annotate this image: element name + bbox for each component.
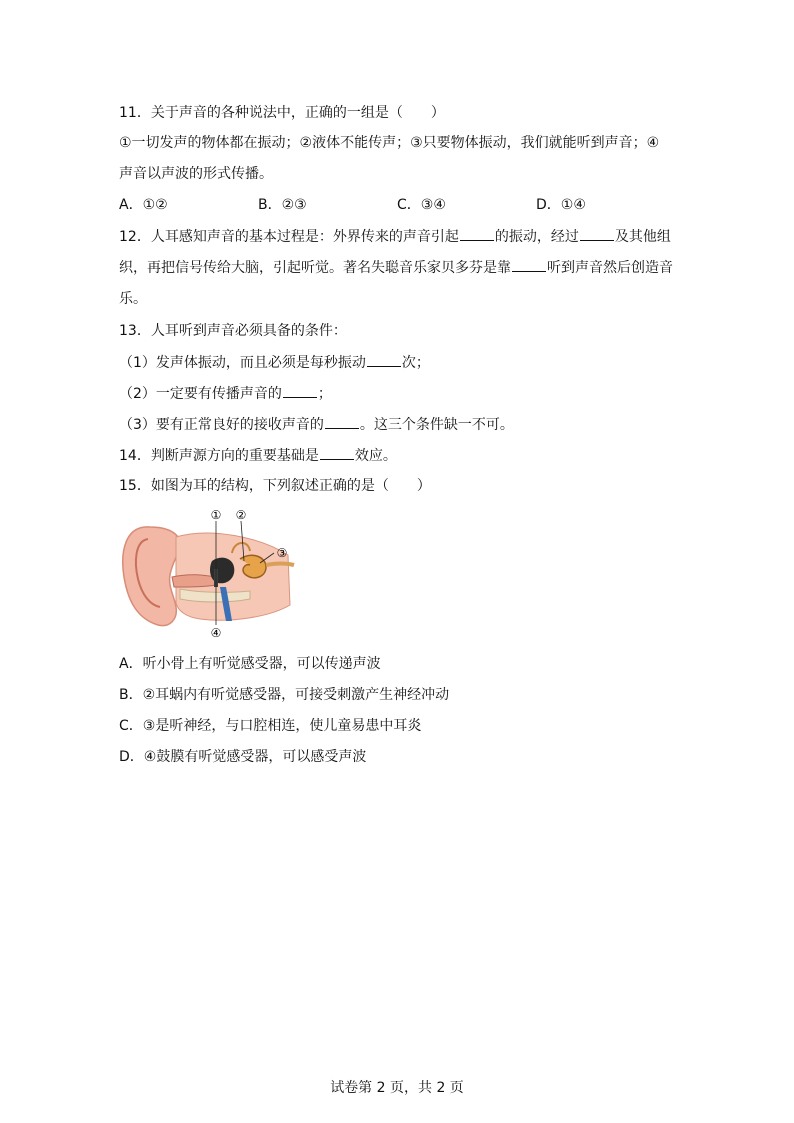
q14-text: 14．判断声源方向的重要基础是	[119, 448, 319, 464]
q11-statements-line1: ①一切发声的物体都在振动；②液体不能传声；③只要物体振动，我们就能听到声音；④	[119, 135, 660, 151]
q11-option-b[interactable]: B．②③	[258, 197, 307, 213]
q12-text: 织，再把信号传给大脑，引起听觉。著名失聪音乐家贝多芬是靠	[119, 260, 511, 276]
q13-text: （1）发声体振动，而且必须是每秒振动	[119, 355, 366, 371]
q11-statements-line2: 声音以声波的形式传播。	[119, 166, 273, 182]
q13-condition-1	[119, 352, 430, 373]
q14-text: 效应。	[354, 448, 397, 464]
answer-blank[interactable]	[283, 383, 317, 398]
q13-text: （3）要有正常良好的接收声音的	[119, 417, 324, 433]
q15-option-c[interactable]: C．③是听神经，与口腔相连，使儿童易患中耳炎	[119, 718, 422, 734]
answer-blank[interactable]	[580, 226, 614, 241]
label-2: ②	[235, 508, 247, 522]
q14-line	[119, 445, 397, 466]
label-1: ①	[210, 508, 222, 522]
q12-text: 的振动，经过	[494, 229, 579, 245]
answer-blank[interactable]	[460, 226, 494, 241]
answer-blank[interactable]	[512, 257, 546, 272]
q11-options	[119, 195, 679, 215]
q12-line1	[119, 226, 671, 247]
q11-stem: 11．关于声音的各种说法中，正确的一组是（ ）	[119, 105, 445, 121]
ear-diagram	[120, 507, 300, 642]
q12-text: 听到声音然后创造音	[547, 260, 673, 276]
q13-text: 次；	[401, 355, 430, 371]
q13-text: 。这三个条件缺一不可。	[359, 417, 514, 433]
q13-text: ；	[317, 386, 332, 402]
q13-stem: 13．人耳听到声音必须具备的条件：	[119, 323, 347, 339]
answer-blank[interactable]	[325, 414, 359, 429]
ear-structure-figure	[120, 507, 300, 642]
answer-blank[interactable]	[367, 352, 401, 367]
q12-text: 12．人耳感知声音的基本过程是：外界传来的声音引起	[119, 229, 459, 245]
q13-text: （2）一定要有传播声音的	[119, 386, 282, 402]
q13-condition-2	[119, 383, 332, 404]
q15-option-a[interactable]: A．听小骨上有听觉感受器，可以传递声波	[119, 656, 381, 672]
q11-option-a[interactable]: A．①②	[119, 197, 168, 213]
label-4: ④	[210, 626, 222, 640]
q12-text: 及其他组	[614, 229, 671, 245]
label-3: ③	[276, 546, 288, 560]
q15-option-b[interactable]: B．②耳蜗内有听觉感受器，可接受刺激产生神经冲动	[119, 687, 450, 703]
q13-condition-3	[119, 414, 514, 435]
q11-option-d[interactable]: D．①④	[536, 197, 586, 213]
q15-stem: 15．如图为耳的结构，下列叙述正确的是（ ）	[119, 478, 431, 494]
q12-line2	[119, 257, 673, 278]
q12-line3: 乐。	[119, 291, 147, 307]
q11-option-c[interactable]: C．③④	[397, 197, 446, 213]
q15-option-d[interactable]: D．④鼓膜有听觉感受器，可以感受声波	[119, 749, 367, 765]
answer-blank[interactable]	[320, 445, 354, 460]
page-footer: 试卷第 2 页，共 2 页	[330, 1080, 464, 1096]
